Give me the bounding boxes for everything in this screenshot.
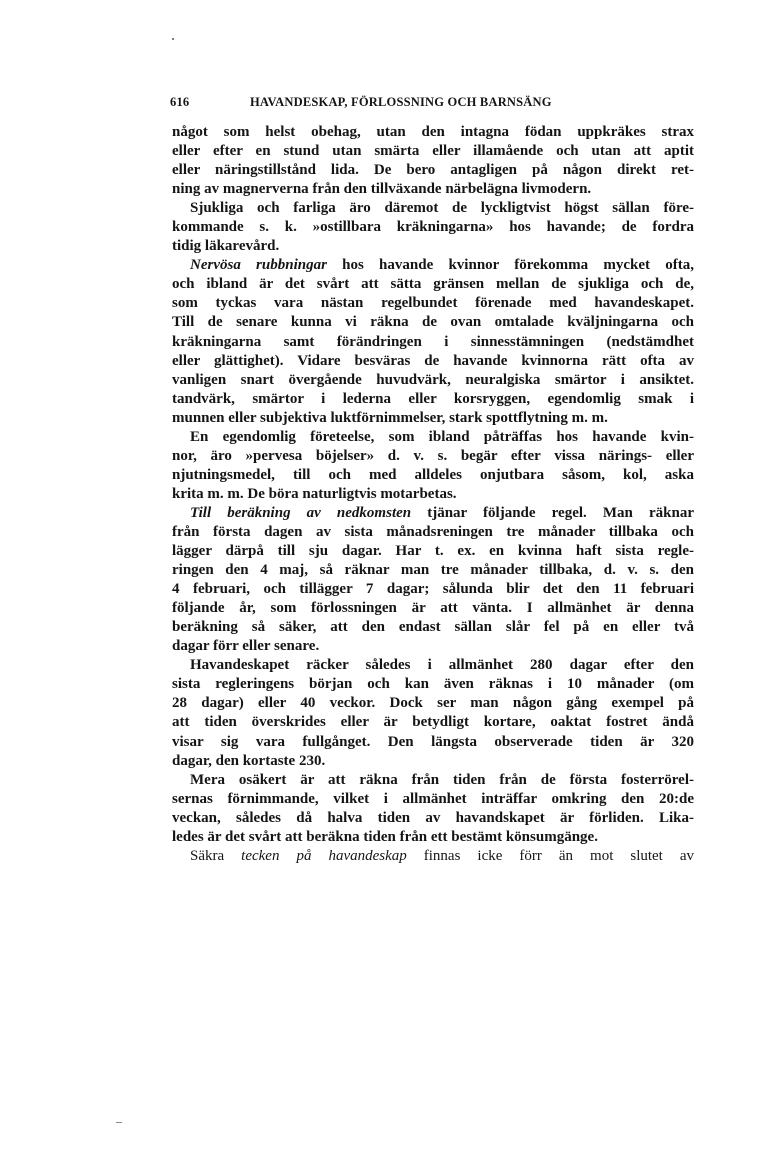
line-text: veckan, således då halva tiden av havandskapet är förliden. Lika- bbox=[172, 809, 694, 826]
line-text: lägger därpå till sju dagar. Har t. ex. en kvinna haft sista regle- bbox=[172, 543, 694, 560]
line-text: krita m. m. De böra naturligtvis motarbetas. bbox=[172, 485, 457, 502]
text-line bbox=[172, 713, 694, 732]
line-text: dagar förr eller senare. bbox=[172, 638, 320, 655]
line-text: eller glättighet). Vidare besväras de havande kvinnorna rätt ofta av bbox=[172, 352, 694, 369]
text-line bbox=[172, 294, 694, 313]
text-line bbox=[172, 466, 694, 485]
text-line bbox=[172, 485, 694, 504]
text-line bbox=[172, 637, 694, 656]
text-line bbox=[172, 390, 694, 409]
text-line bbox=[172, 694, 694, 713]
line-text: 28 dagar) eller 40 veckor. Dock ser man någon gång exempel på bbox=[172, 695, 694, 712]
italic-lead: tecken på havandeskap bbox=[241, 847, 407, 864]
page-number: 616 bbox=[170, 95, 190, 109]
speck-mark bbox=[172, 38, 174, 40]
line-text: och ibland är det svårt att sätta gränsen mellan de sjukliga och de, bbox=[172, 276, 694, 293]
text-line bbox=[172, 771, 694, 790]
line-text: kräkningarna samt förändringen i sinnesstämningen (nedstämdhet bbox=[172, 333, 694, 350]
line-text: njutningsmedel, till och med alldeles onjutbara såsom, kol, aska bbox=[172, 466, 694, 483]
line-text: Havandeskapet räcker således i allmänhet 280 dagar efter den bbox=[190, 657, 694, 674]
line-text: från första dagen av sista månadsreningen tre månader tillbaka och bbox=[172, 523, 694, 540]
italic-lead: Nervösa rubbningar bbox=[190, 257, 327, 274]
line-text: sista regleringens början och kan även räknas i 10 månader (om bbox=[172, 676, 694, 693]
paragraph bbox=[172, 123, 694, 199]
paragraph bbox=[172, 256, 694, 427]
paragraph bbox=[172, 771, 694, 847]
text-line bbox=[172, 828, 694, 847]
text-line bbox=[172, 199, 694, 218]
line-text: något som helst obehag, utan den intagna födan uppkräkes strax bbox=[172, 124, 694, 140]
text-line bbox=[172, 447, 694, 466]
paragraph bbox=[172, 199, 694, 256]
paragraph bbox=[172, 847, 694, 866]
line-text: eller efter en stund utan smärta eller illamående och utan att aptit bbox=[172, 143, 694, 160]
line-text: beräkning så säker, att den endast sällan slår fel på en eller två bbox=[172, 619, 694, 636]
text-line bbox=[172, 161, 694, 180]
italic-lead: Till beräkning av nedkomsten bbox=[190, 504, 412, 521]
line-text: Mera osäkert är att räkna från tiden från de första fosterrörel- bbox=[190, 771, 694, 788]
text-line bbox=[172, 599, 694, 618]
line-text: Sjukliga och farliga äro däremot de lyckligtvist högst sällan före- bbox=[190, 200, 694, 217]
line-text: tandvärk, smärtor i lederna eller korsryggen, egendomlig smak i bbox=[172, 390, 694, 407]
paragraph bbox=[172, 656, 694, 770]
text-line bbox=[172, 180, 694, 199]
text-line bbox=[172, 504, 694, 523]
text-line bbox=[172, 809, 694, 828]
text-line bbox=[172, 733, 694, 752]
running-title: HAVANDESKAP, FÖRLOSSNING OCH BARNSÄNG bbox=[250, 95, 552, 109]
body-text bbox=[172, 123, 694, 866]
text-line bbox=[172, 313, 694, 332]
line-text: kommande s. k. »ostillbara kräkningarna» hos havande; de fordra bbox=[172, 219, 694, 236]
text-line bbox=[172, 218, 694, 237]
text-line bbox=[172, 275, 694, 294]
line-text: dagar, den kortaste 230. bbox=[172, 752, 326, 769]
text-line bbox=[172, 333, 694, 352]
text-line bbox=[172, 237, 694, 256]
line-text: Till de senare kunna vi räkna de ovan omtalade kväljningarna och bbox=[172, 314, 694, 331]
text-line bbox=[172, 675, 694, 694]
line-text: ning av magnerverna från den tillväxande närbelägna livmodern. bbox=[172, 181, 592, 198]
line-text: finnas icke förr än mot slutet av bbox=[406, 847, 695, 864]
text-line bbox=[172, 256, 694, 275]
line-text: sernas förnimmande, vilket i allmänhet inträffar omkring den 20:de bbox=[172, 790, 694, 807]
line-text: följande år, som förlossningen är att vänta. I allmänhet är denna bbox=[172, 600, 694, 617]
line-text: ledes är det svårt att beräkna tiden från ett bestämt könsumgänge. bbox=[172, 828, 598, 845]
text-line bbox=[172, 371, 694, 390]
line-text: vanligen snart övergående huvudvärk, neuralgiska smärtor i ansiktet. bbox=[172, 371, 694, 388]
text-line bbox=[172, 790, 694, 809]
text-line bbox=[172, 580, 694, 599]
paragraph bbox=[172, 504, 694, 656]
line-text: eller näringstillstånd lida. De bero antagligen på någon direkt ret- bbox=[172, 162, 694, 179]
page-header bbox=[170, 95, 695, 113]
line-text: tidig läkarevård. bbox=[172, 238, 280, 255]
text-line bbox=[172, 409, 694, 428]
line-text: som tyckas vara nästan regelbundet förenade med havandeskapet. bbox=[172, 295, 694, 312]
text-line bbox=[172, 847, 694, 866]
line-text: visar sig vara fullgånget. Den längsta observerade tiden är 320 bbox=[172, 733, 694, 750]
line-text: nor, äro »pervesa böjelser» d. v. s. begär efter vissa närings- eller bbox=[172, 447, 694, 464]
text-line bbox=[172, 561, 694, 580]
line-text: att tiden överskrides eller är betydligt kortare, oaktat fostret ändå bbox=[172, 714, 694, 731]
text-line bbox=[172, 123, 694, 142]
line-text: tjänar följande regel. Man räknar bbox=[411, 504, 694, 521]
lead-text: Säkra bbox=[190, 847, 242, 864]
text-line bbox=[172, 428, 694, 447]
text-line bbox=[172, 523, 694, 542]
text-line bbox=[172, 752, 694, 771]
text-line bbox=[172, 142, 694, 161]
margin-mark bbox=[116, 1122, 122, 1123]
line-text: munnen eller subjektiva luktförnimmelser, stark spottflytning m. m. bbox=[172, 409, 608, 426]
line-text: ringen den 4 maj, så räknar man tre månader tillbaka, d. v. s. den bbox=[172, 562, 694, 579]
line-text: En egendomlig företeelse, som ibland påträffas hos havande kvin- bbox=[190, 428, 694, 445]
paragraph bbox=[172, 428, 694, 504]
text-line bbox=[172, 352, 694, 371]
text-line bbox=[172, 542, 694, 561]
line-text: 4 februari, och tillägger 7 dagar; sålunda blir det den 11 februari bbox=[172, 581, 694, 598]
text-line bbox=[172, 618, 694, 637]
line-text: hos havande kvinnor förekomma mycket ofta, bbox=[326, 257, 694, 274]
text-line bbox=[172, 656, 694, 675]
